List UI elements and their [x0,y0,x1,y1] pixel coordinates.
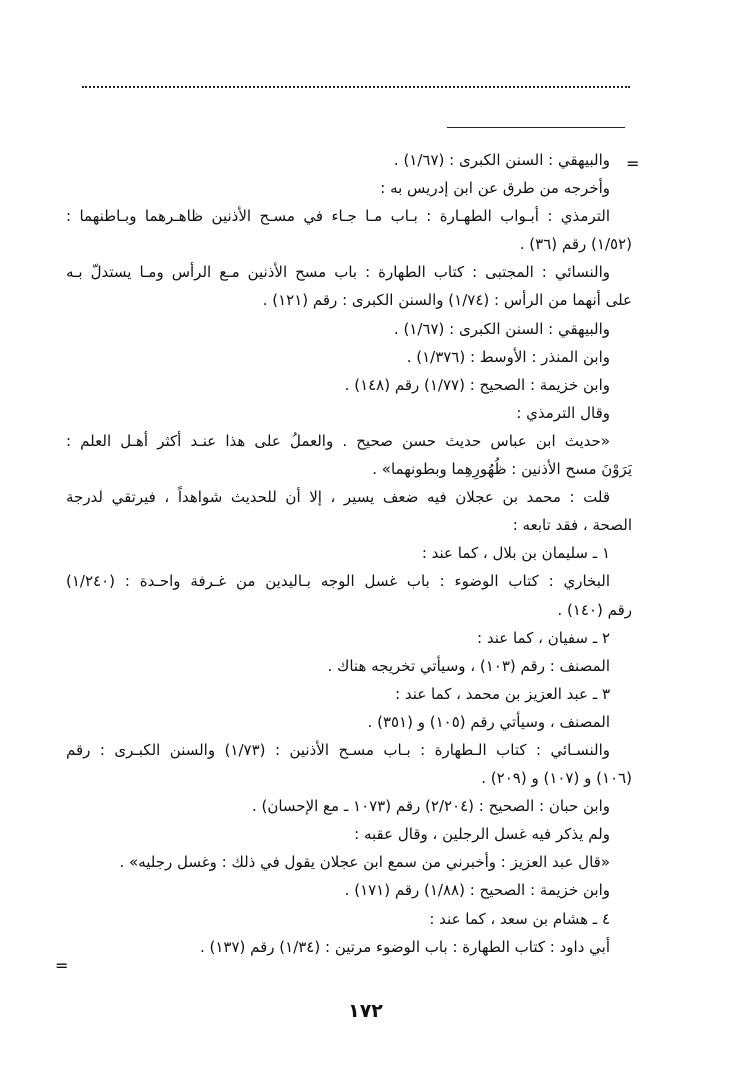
text-line: الترمذي : أبـواب الطهـارة : بـاب مـا جـاء في مسـح الأذنين ظاهـرهما وبـاطنهما : [66,207,610,226]
text-line: وابن خزيمة : الصحيح : (١/٧٧) رقم (١٤٨) . [344,375,610,394]
text-line: ١ ـ سليمان بن بلال ، كما عند : [421,544,610,563]
text-line: وابن المنذر : الأوسط : (١/٣٧٦) . [406,347,610,366]
text-line: المصنف : رقم (١٠٣) ، وسيأتي تخريجه هناك . [327,656,610,675]
footnote-rule [447,127,625,128]
text-line: وقال الترمذي : [516,403,610,422]
continuation-marker-top: = [626,154,640,173]
text-line: ٣ ـ عبد العزيز بن محمد ، كما عند : [395,684,610,703]
text-line: ٤ ـ هشام بن سعد ، كما عند : [429,909,610,928]
text-line: ٢ ـ سفيان ، كما عند : [477,628,610,647]
text-line: «حديث ابن عباس حديث حسن صحيح . والعملُ على هذا عنـد أكثر أهـل العلم : [66,431,610,450]
text-line: والبيهقي : السنن الكبرى : (١/٦٧) . [393,151,610,169]
text-line: رقم (١٤٠) . [557,600,632,619]
text-line: وابن حبان : الصحيح : (٢/٢٠٤) رقم (١٠٧٣ ـ مع الإحسان) . [251,797,610,816]
text-line: والبيهقي : السنن الكبرى : (١/٦٧) . [393,319,610,338]
text-line: أبي داود : كتاب الطهارة : باب الوضوء مرتين : (١/٣٤) رقم (١٣٧) . [199,937,610,956]
text-line: المصنف ، وسيأتي رقم (١٠٥) و (٣٥١) . [367,712,610,731]
text-line: على أنهما من الرأس : (١/٧٤) والسنن الكبرى : رقم (١٢١) . [262,291,632,310]
text-line: يَرَوْنَ مسح الأذنين : ظُهُورِهِما وبطونهما» . [372,460,632,479]
text-line: قلت : محمد بن عجلان فيه ضعف يسير ، إلا أن للحديث شواهداً ، فيرتقي لدرجة [66,488,610,507]
text-line: ولم يذكر فيه غسل الرجلين ، وقال عقبه : [354,825,610,844]
text-line: وابن خزيمة : الصحيح : (١/٨٨) رقم (١٧١) . [344,881,610,900]
text-line: (١/٥٢) رقم (٣٦) . [519,235,632,254]
text-line: البخاري : كتاب الوضوء : باب غسل الوجه بـاليدين من غـرفة واحـدة : (١/٢٤٠) [66,572,610,591]
continuation-marker-bottom: = [55,956,69,975]
text-line: الصحة ، فقد تابعه : [512,516,632,535]
text-line: والنسـائي : كتاب الـطهارة : بـاب مسـح الأذنين : (١/٧٣) والسنن الكبـرى : رقم [66,740,610,759]
text-line: والنسائي : المجتبى : كتاب الطهارة : باب مسح الأذنين مـع الرأس ومـا يستدلّ بـه [66,263,610,282]
text-line: «قال عبد العزيز : وأخبرني من سمع ابن عجلان يقول في ذلك : وغسل رجليه» . [119,853,610,872]
text-line: (١٠٦) و (١٠٧) و (٢٠٩) . [481,769,632,788]
dotted-separator [82,86,630,96]
text-line: وأخرجه من طرق عن ابن إدريس به : [380,179,610,198]
footnote-text [66,146,632,961]
page-number: ١٧٢ [348,1000,383,1022]
